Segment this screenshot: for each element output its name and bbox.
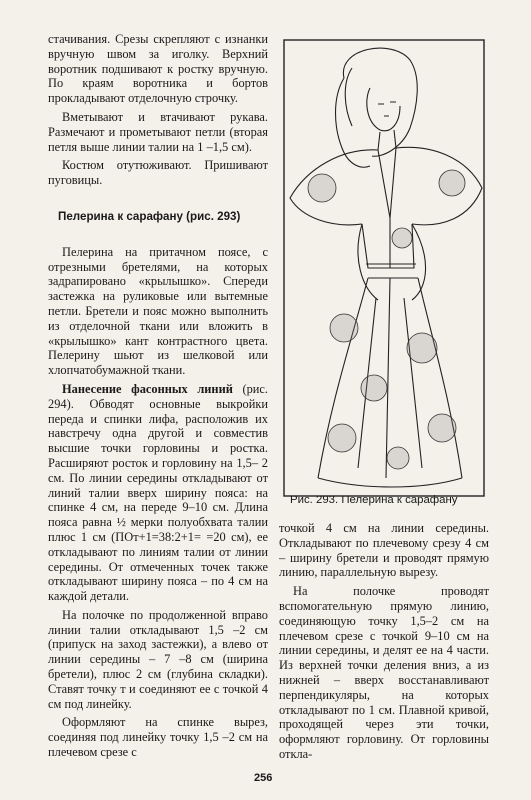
fashion-illustration — [282, 38, 486, 500]
paragraph: Пелерина на притачном поясе, с отрезными бретелями, на которых задрапировано «крылышко». Спереди застежка на руликовые или вытемные петли. Бретели и пояс можно выполнить из отделочной ткани или вложить в «крылышко» кант контрастного цвета. Пелерину шьют из шелковой или хлопчатобумажной ткани. — [48, 244, 268, 378]
section-heading: Пелерина к сарафану (рис. 293) — [58, 209, 241, 223]
right-text-column — [279, 521, 489, 766]
paragraph — [48, 382, 268, 604]
paragraph-text: (рис. 294). Обводят основные выкройки переда и спинки лифа, расположив их навстречу одна другой и совместив высшие точки горловины и ростка. Расширяют росток и горловину на 1,5– 2 см. По линии середины откладывают от линий талии вверх ширину пояса: на спинке 4 см, на переде 9–10 см. Длина пояса равна ½ мерки полуобхвата талии плюс 1 см (ПОт+1=38:2+1= =20 см), ее откладывают по линиям талии от линии середины. От отмеченных точек также откладывают ширину пояса – по 4 см на каждой детали. — [48, 381, 268, 604]
paragraph: Оформляют на спинке вырез, соединяя под линейку точку 1,5 –2 см на плечевом срезе с — [48, 715, 268, 760]
figure-caption: Рис. 293. Пелерина к сарафану — [290, 494, 458, 506]
paragraph: Костюм отутюживают. Пришивают пуговицы. — [48, 158, 268, 188]
paragraph: стачивания. Срезы скрепляют с изнанки вручную швом за иголку. Верхний воротник подшивают к ростку вручную. По краям воротника и бортов прокладывают отделочную строчку. — [48, 32, 268, 106]
paragraph: точкой 4 см на линии середины. Откладывают по плечевому срезу 4 см – ширину бретели и проводят прямую линию, параллельную вырезу. — [279, 521, 489, 580]
subheading-inline: Нанесение фасонных линий — [62, 381, 233, 396]
left-text-column — [48, 32, 268, 764]
paragraph: Вметывают и втачивают рукава. Размечают и прометывают петли (вторая петля выше линии талии на 1 –1,5 см). — [48, 109, 268, 154]
paragraph: На полочке проводят вспомогательную прямую линию, соединяющую точку 1,5–2 см на плечевом срезе с точкой 9–10 см на линии середины, и делят ее на 4 части. Из верхней точки деления вниз, а из нижней – вверх восстанавливают перпендикуляры, на которых откладывают по 1 см. Плавной кривой, проходящей через эти точки, оформляют горловину. От горловины откла- — [279, 584, 489, 761]
paragraph: На полочке по продолженной вправо линии талии откладывают 1,5 –2 см (припуск на заход застежки), а влево от линии середины – 7 –8 см (ширина бретели), плюс 2 см (глубина складки). Ставят точку т и соединяют ее с точкой 4 см под линейку. — [48, 607, 268, 711]
page-number: 256 — [254, 772, 273, 784]
